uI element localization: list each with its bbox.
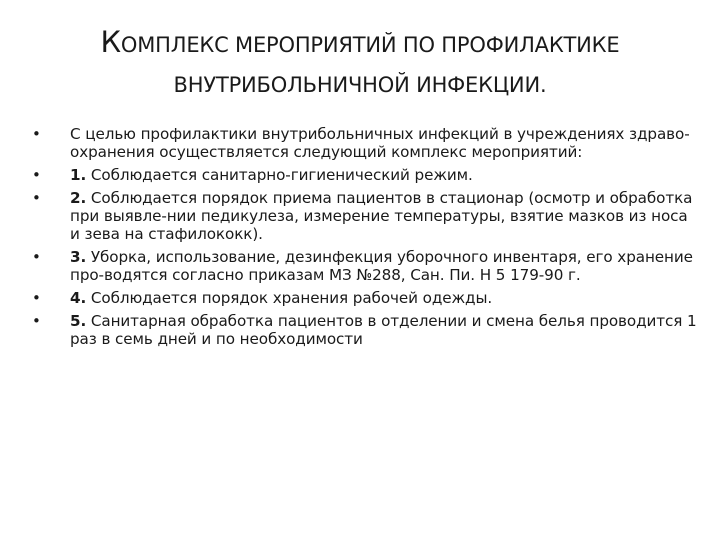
list-item-text: С целью профилактики внутрибольничных инфекций в учреждениях здраво-охранения осуществляется следующий комплекс мероприятий: (70, 125, 690, 161)
bullet-list (32, 125, 697, 353)
list-item (32, 166, 697, 184)
bullet-icon: • (32, 248, 41, 266)
list-item-text: Соблюдается порядок хранения рабочей одежды. (86, 289, 493, 307)
slide-title-line-1 (36, 22, 684, 65)
list-item-number: 3. (70, 248, 87, 266)
list-item-number: 4. (70, 289, 87, 307)
list-item (32, 248, 697, 284)
list-item-text: Соблюдается порядок приема пациентов в стационар (осмотр и обработка при выявле-нии педикулеза, измерение температуры, взятие мазков из носа и зева на стафилококк). (70, 189, 693, 243)
list-item-number: 1. (70, 166, 87, 184)
list-item-text: Соблюдается санитарно-гигиенический режим. (86, 166, 473, 184)
list-item-number: 5. (70, 312, 87, 330)
slide-title-initial: К (100, 25, 121, 60)
list-item (32, 312, 697, 348)
list-item (32, 289, 697, 307)
list-item-text: Уборка, использование, дезинфекция уборочного инвентаря, его хранение про-водятся согласно приказам МЗ №288, Сан. Пи. Н 5 179-90 г. (70, 248, 693, 284)
bullet-icon: • (32, 125, 41, 143)
bullet-icon: • (32, 166, 41, 184)
slide-title-line-2: ВНУТРИБОЛЬНИЧНОЙ ИНФЕКЦИИ. (173, 73, 547, 98)
list-item (32, 189, 697, 243)
bullet-icon: • (32, 289, 41, 307)
list-item-number: 2. (70, 189, 87, 207)
list-item (32, 125, 697, 161)
bullet-icon: • (32, 312, 41, 330)
slide-title-line-1-text: ОМПЛЕКС МЕРОПРИЯТИЙ ПО ПРОФИЛАКТИКЕ (120, 33, 620, 58)
slide-title (36, 22, 684, 105)
bullet-icon: • (32, 189, 41, 207)
list-item-text: Санитарная обработка пациентов в отделении и смена белья проводится 1 раз в семь дней и по необходимости (70, 312, 697, 348)
